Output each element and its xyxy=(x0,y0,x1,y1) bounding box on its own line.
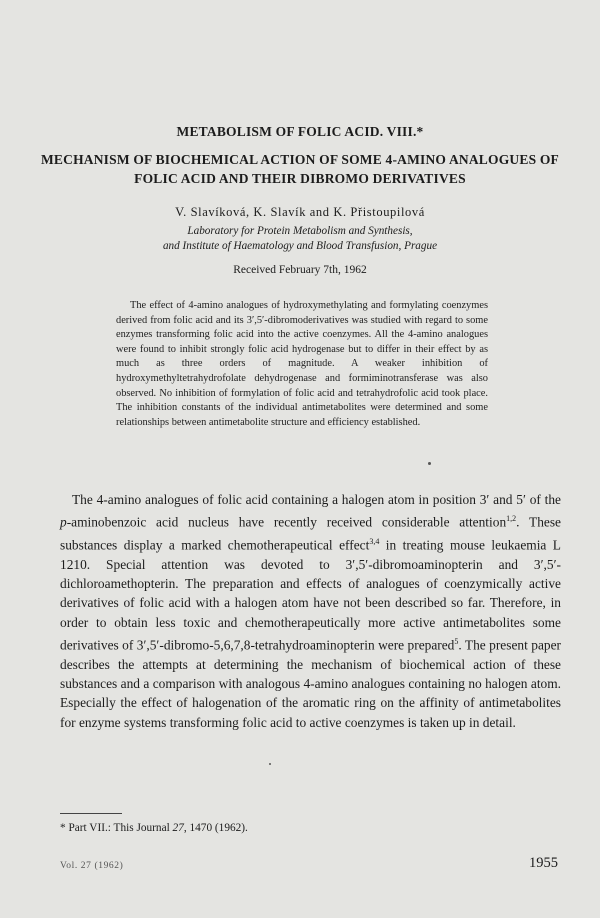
body-text-1: The 4-amino analogues of folic acid containing a halogen atom in position 3′ and 5′ of the xyxy=(72,492,561,507)
scan-speck xyxy=(269,763,271,765)
footnote-text: * Part VII.: This Journal xyxy=(60,822,173,834)
page-number: 1955 xyxy=(529,855,558,871)
reference-5: 5 xyxy=(454,637,459,647)
body-text-3: . These substances display a marked chemotherapeutical effect xyxy=(60,514,561,553)
footnote-rule xyxy=(60,813,122,814)
body-italic-p: p xyxy=(60,514,67,530)
article-title: METABOLISM OF FOLIC ACID. VIII.* xyxy=(176,124,424,139)
abstract: The effect of 4-amino analogues of hydroxymethylating and formylating coenzymes derived from folic acid and its 3′,5′-dibromoderivatives was studied with regard to some enzymes transforming folic acid into the active coenzymes. All the 4-amino analogues were found to inhibit strongly folic acid hydrogenase but to differ in their effect by as much as three orders of magnitude. A weaker inhibition of hydroxymethyltetrahydrofolate dehydrogenase and formiminotransferase was also observed. No inhibition of formylation of folic acid and tetrahydrofolic acid took place. The inhibition constants of the individual antimetabolites were determined and some relationships between antimetabolite structure and efficiency established. xyxy=(116,300,488,428)
footnote xyxy=(60,822,248,834)
body-text-4: in treating mouse leukaemia L 1210. Special attention was devoted to 3′,5′-dibromoaminopterin and 3′,5′-dichloroamethopterin. The preparation and effects of analogues of coenzymically active derivatives of folic acid with a halogen atom have not been described so far. Therefore, in order to obtain less toxic and chemotherapeutically more active antimetabolites some derivatives of 3′,5′-dibromo-5,6,7,8-tetrahydroaminopterin were prepared xyxy=(60,537,561,653)
volume-label: Vol. 27 (1962) xyxy=(60,861,124,871)
footnote-rest: , 1470 (1962). xyxy=(183,822,248,834)
affiliation-line-2: and Institute of Haematology and Blood Transfusion, Prague xyxy=(162,240,438,252)
article-subtitle: MECHANISM OF BIOCHEMICAL ACTION OF SOME 4-AMINO ANALOGUES OF FOLIC ACID AND THEIR DIBROMO DERIVATIVES xyxy=(40,152,560,186)
scan-speck xyxy=(428,462,431,465)
body-text-5: . The present paper describes the attempts at determining the mechanism of biochemical action of these substances and a comparison with analogous 4-amino analogues containing no halogen atom. Especially the effect of halogenation of the aromatic ring on the affinity of antimetabolites for enzyme systems transforming folic acid to active coenzymes is taken up in detail. xyxy=(60,637,561,730)
body-text-2: -aminobenzoic acid nucleus have recently received considerable attention xyxy=(66,514,507,530)
affiliation-line-1: Laboratory for Protein Metabolism and Synthesis, xyxy=(187,225,413,237)
received-date: Received February 7th, 1962 xyxy=(233,264,367,276)
reference-1-2: 1,2 xyxy=(506,514,517,524)
reference-3-4: 3,4 xyxy=(369,537,380,547)
footnote-volume: 27 xyxy=(172,822,184,834)
affiliation xyxy=(0,224,600,254)
body-paragraph xyxy=(60,490,561,732)
authors: V. Slavíková, K. Slavík and K. Přistoupilová xyxy=(175,205,425,219)
